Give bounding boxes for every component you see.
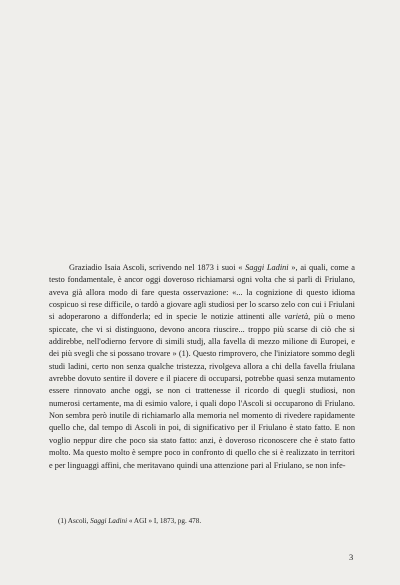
text-segment: , più o meno spiccate, che vi si distinguono, devono ancora riuscire... troppo più scarse di ciò che si addirebbe, nell'odierno fervore di simili studj, alla favella di mezzo milione di Europei, e dei più svegli che si possano trovare » (1). Questo rimprovero, che l'iniziatore sommo degli studi ladini, certo non senza qualche tristezza, rivolgeva allora a chi della favella friulana avrebbe dovuto sentire il dovere e il piacere di occuparsi, potrebbe quasi senza mutamento essere rinnovato anche oggi, se non ci trattenesse il ricordo di quegli studiosi, non numerosi certamente, ma di esimio valore, i quali dopo l'Ascoli si occuparono di Friulano. Non sembra però inutile di richiamarlo alla memoria nel momento di rivedere rapidamente quello che, dal tempo di Ascoli in poi, di significativo per il Friulano è stato fatto. E non voglio neppur dire che poco sia stato fatto: anzi, è doveroso riconoscere che è stato fatto molto. Ma questo molto è sempre poco in confronto di quello che si è realizzato in territori e per linguaggi affini, che meritavano quindi una attenzione pari al Friulano, se non infe- bbox=[49, 312, 355, 470]
text-segment: Graziadio Isaia Ascoli, scrivendo nel 1873 i suoi « bbox=[69, 263, 243, 272]
footnote-title: Saggi Ladini bbox=[90, 517, 128, 525]
italic-word: varietà bbox=[284, 312, 309, 322]
footnote-ref: (1) Ascoli, bbox=[58, 517, 89, 525]
page-number: 3 bbox=[349, 552, 354, 562]
text-segment: », ai quali, come a testo fondamentale, è ancor oggi doveroso richiamarsi ogni volta che si parli di Friulano, aveva già allora modo di fare questa osservazione: «... la cognizione di questo idioma cospicuo si rese difficile, o tardò a giovare agli studiosi per lo scarso zelo con cui i Friulani si adoperarono a diffonderla; ed in specie le notizie attinenti alle bbox=[49, 263, 355, 322]
body-text bbox=[49, 262, 355, 472]
footnote bbox=[58, 516, 201, 526]
paragraph bbox=[49, 262, 355, 472]
footnote-citation: « AGI » I, 1873, pg. 478. bbox=[128, 517, 202, 525]
italic-title: Saggi Ladini bbox=[245, 263, 289, 272]
